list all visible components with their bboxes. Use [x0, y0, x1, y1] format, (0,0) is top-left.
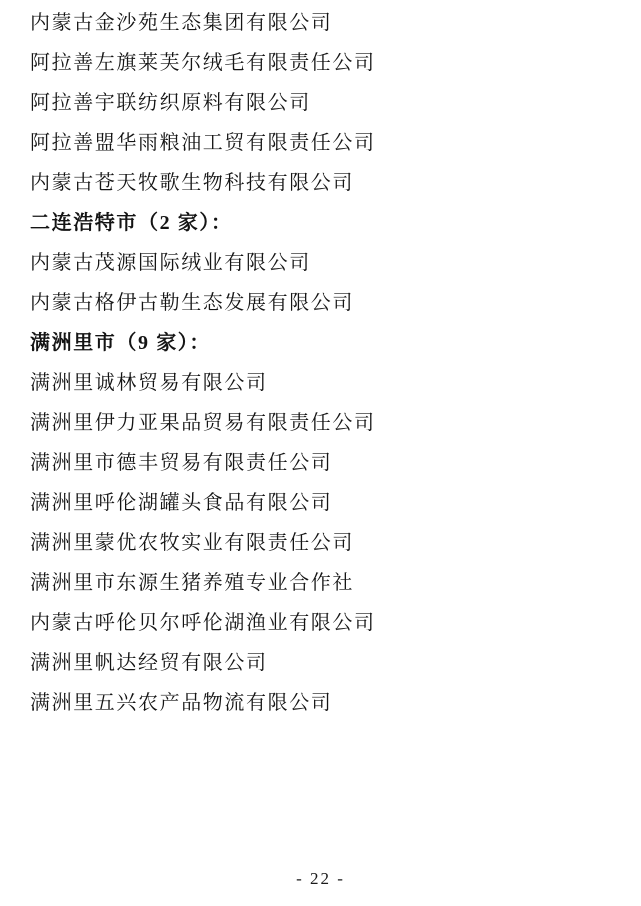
- section-header: 二连浩特市（2 家）：: [30, 211, 233, 234]
- company-line: 内蒙古呼伦贝尔呼伦湖渔业有限公司: [30, 611, 376, 634]
- company-line: 阿拉善宇联纺织原料有限公司: [30, 91, 311, 114]
- section-header: 满洲里市（9 家）：: [30, 331, 211, 354]
- company-line: 满洲里蒙优农牧实业有限责任公司: [30, 531, 354, 554]
- company-line: 满洲里市德丰贸易有限责任公司: [30, 451, 333, 474]
- company-line: 内蒙古金沙苑生态集团有限公司: [30, 11, 333, 34]
- company-line: 满洲里诚林贸易有限公司: [30, 371, 268, 394]
- company-line: 满洲里伊力亚果品贸易有限责任公司: [30, 411, 376, 434]
- page-number: - 22 -: [296, 869, 345, 888]
- company-line: 阿拉善盟华雨粮油工贸有限责任公司: [30, 131, 376, 154]
- company-line: 满洲里帆达经贸有限公司: [30, 651, 268, 674]
- company-line: 阿拉善左旗莱芙尔绒毛有限责任公司: [30, 51, 376, 74]
- company-line: 满洲里呼伦湖罐头食品有限公司: [30, 491, 333, 514]
- company-line: 满洲里市东源生猪养殖专业合作社: [30, 571, 354, 594]
- company-list: [30, 0, 631, 720]
- company-line: 内蒙古格伊古勒生态发展有限公司: [30, 291, 354, 314]
- company-line: 满洲里五兴农产品物流有限公司: [30, 691, 333, 714]
- company-line: 内蒙古苍天牧歌生物科技有限公司: [30, 171, 354, 194]
- company-line: 内蒙古茂源国际绒业有限公司: [30, 251, 311, 274]
